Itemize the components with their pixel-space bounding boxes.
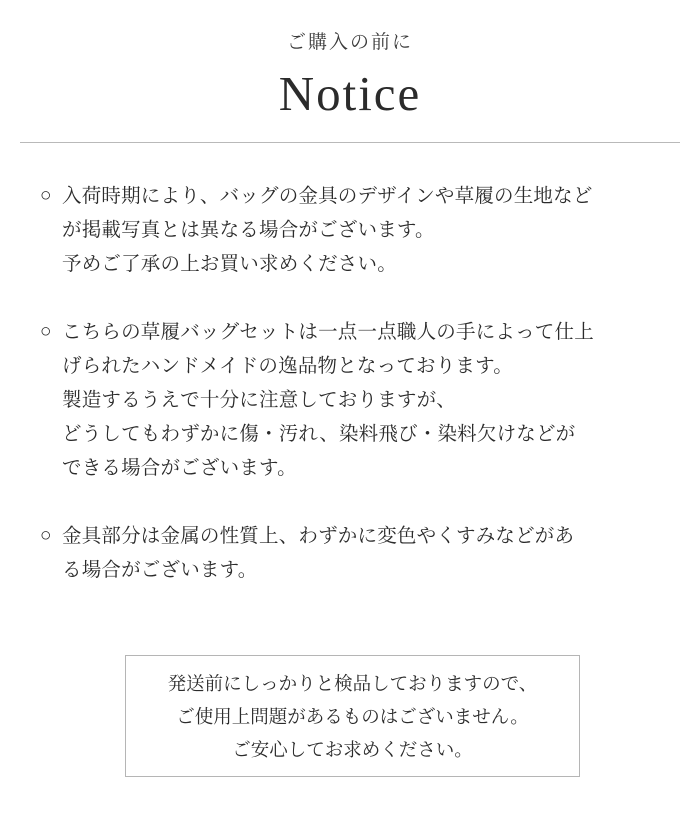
note-line: 予めご了承の上お買い求めください。 <box>62 252 397 275</box>
assurance-box <box>125 655 580 777</box>
note-line: が掲載写真とは異なる場合がございます。 <box>62 218 435 241</box>
page-header <box>0 0 700 143</box>
note-text <box>62 315 660 485</box>
list-item <box>40 315 660 485</box>
assurance-line: ご使用上問題があるものはございません。 <box>176 705 529 727</box>
bullet-circle-icon: ○ <box>40 524 52 546</box>
page-title: Notice <box>278 65 422 121</box>
note-line: る場合がございます。 <box>62 558 258 581</box>
note-line: 金具部分は金属の性質上、わずかに変色やくすみなどがあ <box>62 524 575 547</box>
assurance-line: ご安心してお求めください。 <box>232 738 473 760</box>
note-text <box>62 179 660 281</box>
note-line: 製造するうえで十分に注意しておりますが、 <box>62 388 457 411</box>
bullet-circle-icon: ○ <box>40 184 52 206</box>
bullet-circle-icon: ○ <box>40 320 52 342</box>
note-line: げられたハンドメイドの逸品物となっております。 <box>62 354 513 377</box>
note-text <box>62 519 660 587</box>
list-item <box>40 179 660 281</box>
note-line: 入荷時期により、バッグの金具のデザインや草履の生地など <box>62 184 593 207</box>
page-subtitle: ご購入の前に <box>286 32 413 53</box>
list-item <box>40 519 660 587</box>
note-line: どうしてもわずかに傷・汚れ、染料飛び・染料欠けなどが <box>62 422 576 445</box>
notice-list <box>40 143 660 587</box>
assurance-line: 発送前にしっかりと検品しておりますので、 <box>167 672 538 694</box>
note-line: できる場合がございます。 <box>62 456 297 479</box>
note-line: こちらの草履バッグセットは一点一点職人の手によって仕上 <box>62 320 594 343</box>
